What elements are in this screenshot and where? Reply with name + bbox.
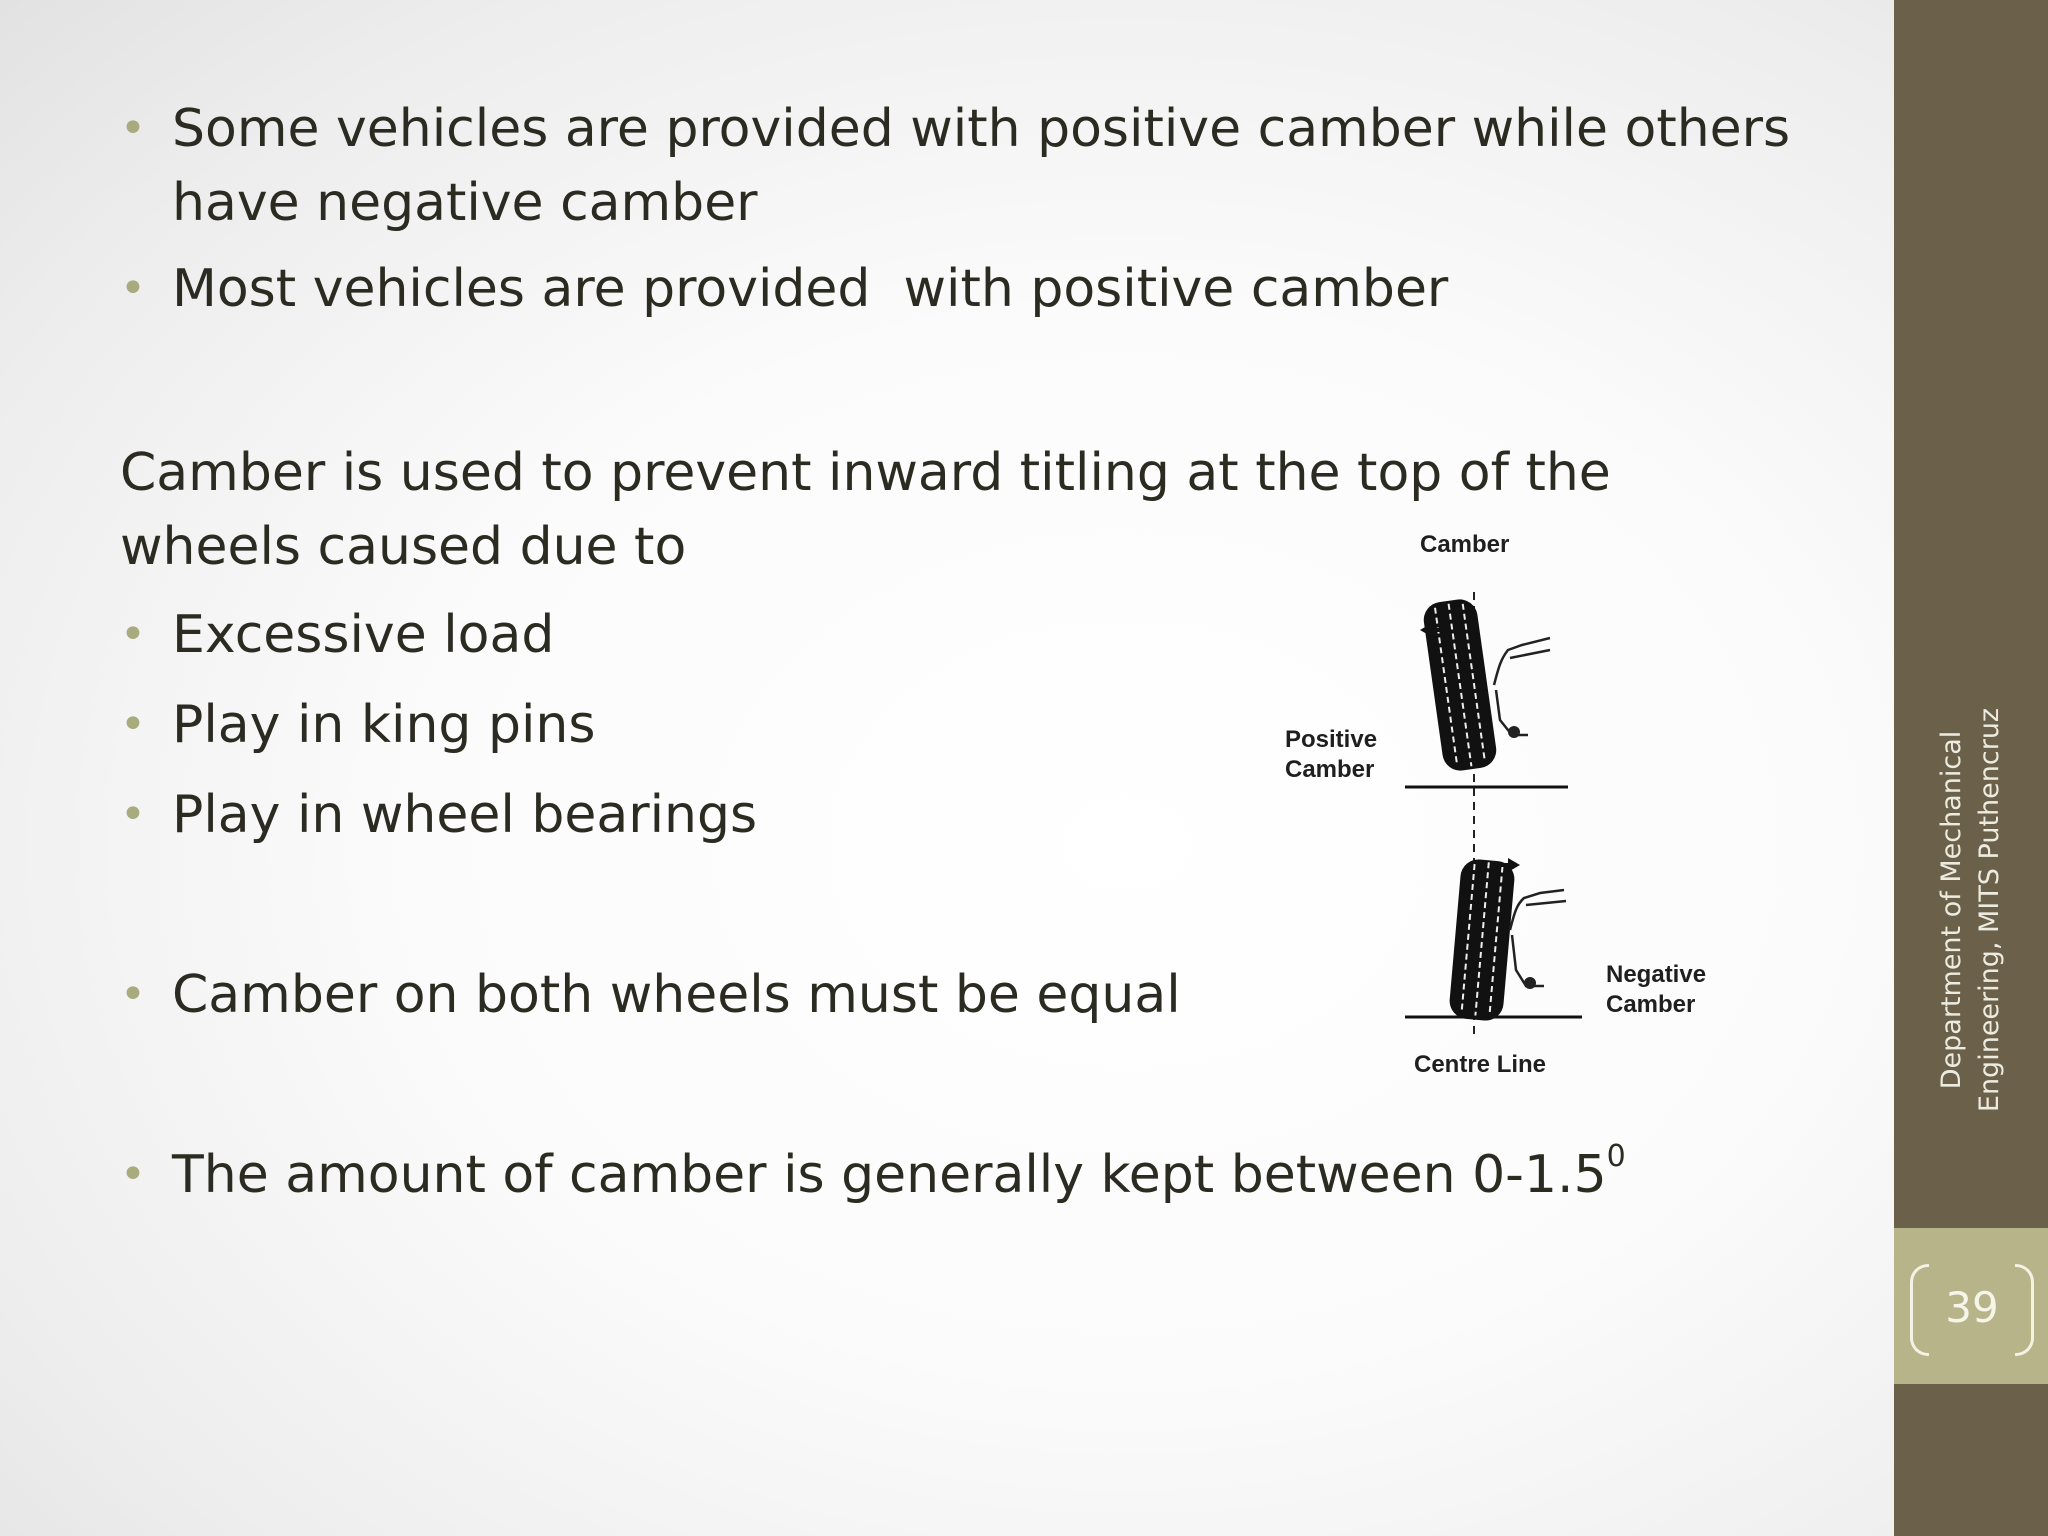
bullet-item	[120, 1138, 1626, 1212]
bullet-icon: •	[120, 609, 146, 660]
bullet-text: Some vehicles are provided with positive camber while others have negative camber	[172, 99, 1807, 233]
suspension-arm	[1510, 890, 1566, 986]
camber-diagram-title: Camber	[1420, 531, 1510, 558]
bullet-icon: •	[120, 1149, 146, 1200]
camber-purpose-paragraph: Camber is used to prevent inward titling at the top of the wheels caused due to	[120, 443, 1611, 577]
cause-text: Play in king pins	[172, 695, 596, 755]
cause-list-item	[120, 688, 595, 762]
degree-superscript: 0	[1606, 1139, 1626, 1174]
camber-amount-text: The amount of camber is generally kept between 0-1.5	[172, 1145, 1607, 1205]
page-number	[1910, 1264, 2034, 1352]
centre-line-label: Centre Line	[1414, 1051, 1547, 1078]
camber-wheels-drawing	[1260, 520, 1740, 1090]
bullet-icon: •	[120, 969, 146, 1020]
cause-list-item	[120, 598, 554, 672]
suspension-arm	[1494, 638, 1550, 735]
cause-list-item	[120, 778, 757, 852]
negative-camber-label: Negative Camber	[1606, 961, 1707, 1018]
bullet-text: Most vehicles are provided with positive camber	[172, 259, 1449, 319]
camber-diagram	[1260, 520, 1740, 1090]
page-number-text: 39	[1945, 1283, 1999, 1332]
bullet-item	[120, 958, 1181, 1032]
bullet-item	[120, 92, 1807, 240]
bullet-text	[172, 1138, 1626, 1212]
positive-camber-wheel	[1421, 597, 1498, 773]
negative-camber-wheel	[1448, 858, 1516, 1022]
bullet-icon: •	[120, 699, 146, 750]
department-label: Department of Mechanical Engineering, MITS Puthencruz	[1936, 707, 2005, 1113]
bullet-item	[120, 252, 1448, 326]
bullet-icon: •	[120, 263, 146, 314]
cause-text: Excessive load	[172, 605, 555, 665]
bullet-text: Camber on both wheels must be equal	[172, 965, 1181, 1025]
cause-text: Play in wheel bearings	[172, 785, 758, 845]
bullet-icon: •	[120, 789, 146, 840]
bullet-icon: •	[120, 103, 146, 154]
positive-camber-label: Positive Camber	[1285, 726, 1378, 783]
